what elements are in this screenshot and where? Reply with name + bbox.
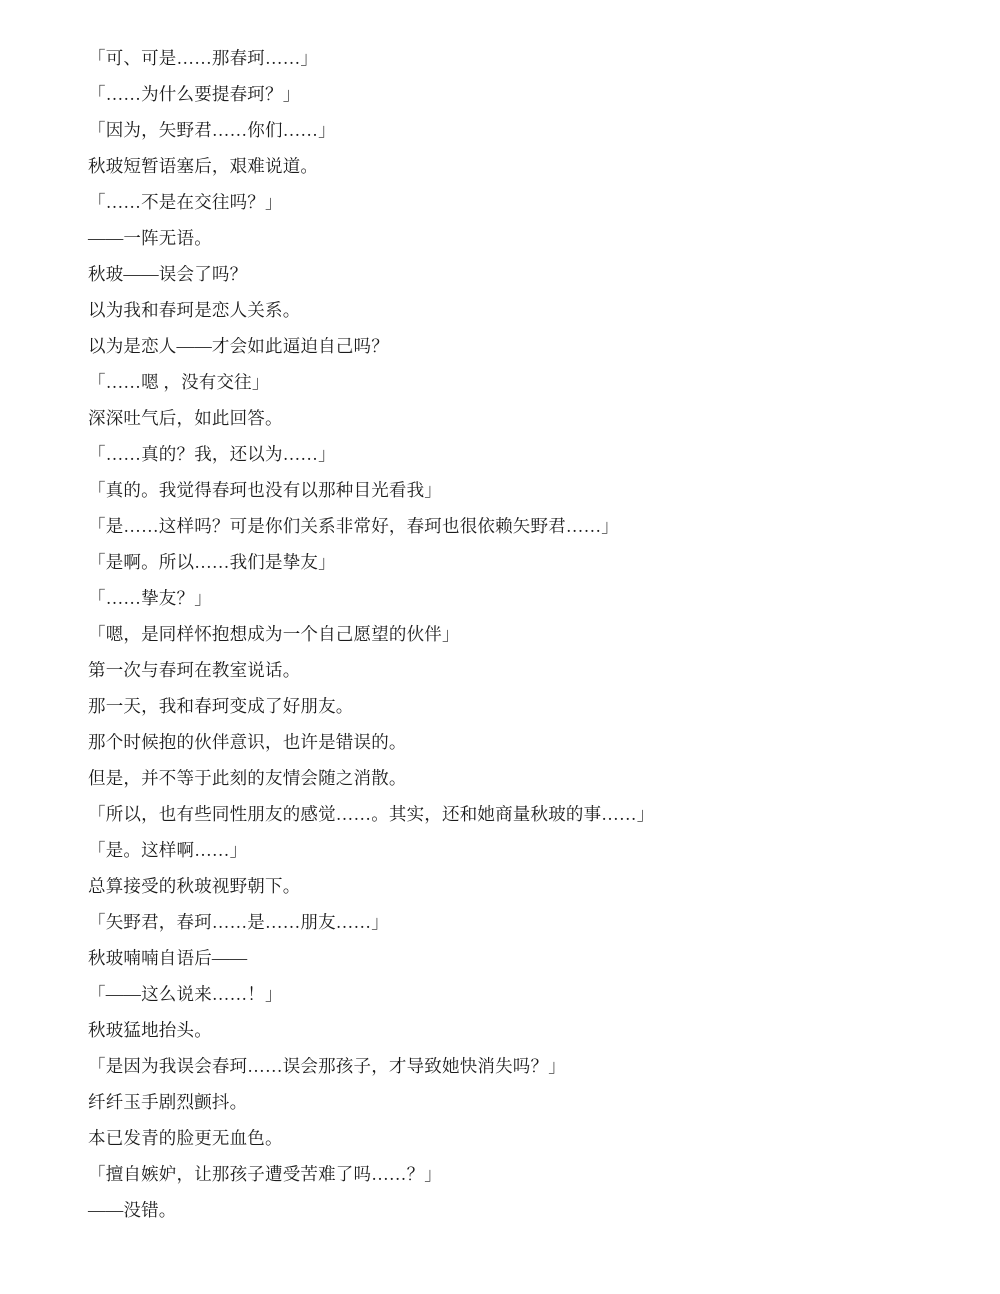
paragraph-line: 「……不是在交往吗？」 <box>88 192 283 212</box>
paragraph-line: 「可、可是……那春珂……」 <box>88 48 319 68</box>
paragraph-line: 「是。这样啊……」 <box>88 840 248 860</box>
paragraph-line: 那个时候抱的伙伴意识，也许是错误的。 <box>88 732 407 752</box>
paragraph-line: 「因为，矢野君……你们……」 <box>88 120 336 140</box>
paragraph-line: 「是……这样吗？可是你们关系非常好，春珂也很依赖矢野君……」 <box>88 516 619 536</box>
paragraph-line: 「——这么说来……！」 <box>88 984 283 1004</box>
paragraph-line: 「所以，也有些同性朋友的感觉……。其实，还和她商量秋玻的事……」 <box>88 804 655 824</box>
paragraph-line: 「真的。我觉得春珂也没有以那种目光看我」 <box>88 480 442 500</box>
paragraph-line: 秋玻喃喃自语后—— <box>88 948 248 968</box>
paragraph-line: 但是，并不等于此刻的友情会随之消散。 <box>88 768 407 788</box>
paragraph-line: 「是因为我误会春珂……误会那孩子，才导致她快消失吗？」 <box>88 1056 566 1076</box>
paragraph-line: 「……嗯 ，没有交往」 <box>88 372 270 392</box>
paragraph-line: 以为是恋人——才会如此逼迫自己吗？ <box>88 336 389 356</box>
paragraph-line: 秋玻短暂语塞后，艰难说道。 <box>88 156 319 176</box>
paragraph-line: 「是啊。所以……我们是挚友」 <box>88 552 336 572</box>
paragraph-line: 纤纤玉手剧烈颤抖。 <box>88 1092 248 1112</box>
paragraph-line: 总算接受的秋玻视野朝下。 <box>88 876 301 896</box>
paragraph-line: 「擅自嫉妒，让那孩子遭受苦难了吗……？」 <box>88 1164 442 1184</box>
paragraph-line: 以为我和春珂是恋人关系。 <box>88 300 301 320</box>
paragraph-line: 秋玻——误会了吗？ <box>88 264 248 284</box>
paragraph-line: 「矢野君，春珂……是……朋友……」 <box>88 912 389 932</box>
paragraph-line: 第一次与春珂在教室说话。 <box>88 660 301 680</box>
paragraph-line: 「……为什么要提春珂？」 <box>88 84 301 104</box>
paragraph-line: 「……真的？我，还以为……」 <box>88 444 336 464</box>
paragraph-line: 深深吐气后，如此回答。 <box>88 408 283 428</box>
paragraph-line: ——一阵无语。 <box>88 228 212 248</box>
paragraph-line: 本已发青的脸更无血色。 <box>88 1128 283 1148</box>
paragraph-line: 「嗯，是同样怀抱想成为一个自己愿望的伙伴」 <box>88 624 460 644</box>
paragraph-line: 秋玻猛地抬头。 <box>88 1020 212 1040</box>
paragraph-line: ——没错。 <box>88 1200 177 1220</box>
paragraph-line: 「……挚友？」 <box>88 588 212 608</box>
paragraph-line: 那一天，我和春珂变成了好朋友。 <box>88 696 354 716</box>
